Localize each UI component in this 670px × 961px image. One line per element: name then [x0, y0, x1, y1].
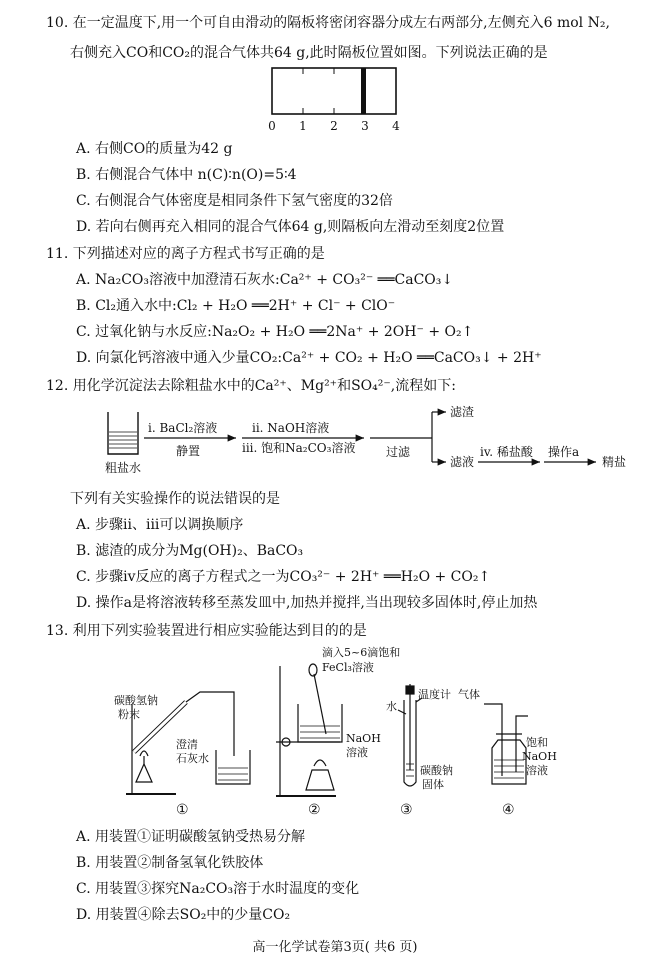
flow-step1-bottom: 静置 — [176, 444, 201, 458]
q11-stem: 11. 下列描述对应的离子方程式书写正确的是 — [46, 246, 325, 262]
flow-op-a: 操作a — [548, 445, 580, 459]
flow-step2-top: ii. NaOH溶液 — [252, 421, 330, 435]
a3-label: 碳酸钠 — [420, 764, 453, 777]
q10-option-b: B. 右侧混合气体中 n(C)∶n(O)=5∶4 — [76, 167, 297, 183]
a2-label: 溶液 — [346, 746, 368, 759]
tick-label: 4 — [392, 119, 400, 133]
q12-lead: 下列有关实验操作的说法错误的是 — [70, 491, 280, 507]
partition-divider — [361, 68, 366, 114]
q10-stem-line2: 右侧充入CO和CO₂的混合气体共64 g,此时隔板位置如图。下列说法正确的是 — [70, 45, 548, 61]
apparatus-number: ④ — [502, 802, 515, 818]
flow-step4: iv. 稀盐酸 — [480, 445, 533, 459]
q12-flowchart — [96, 402, 652, 480]
a2-label: FeCl₃溶液 — [322, 661, 374, 674]
beaker-icon — [108, 412, 138, 454]
q11-option-d: D. 向氯化钙溶液中通入少量CO₂:Ca²⁺ + CO₂ + H₂O ══CaCO₃↓ + 2H⁺ — [76, 350, 542, 366]
a2-label: 滴入5~6滴饱和 — [322, 646, 401, 659]
q10-option-d: D. 若向右侧再充入相同的混合气体64 g,则隔板向左滑动至刻度2位置 — [76, 219, 505, 235]
apparatus-number: ② — [308, 802, 321, 818]
apparatus-number: ③ — [400, 802, 413, 818]
a1-label: 碳酸氢钠 — [114, 694, 158, 707]
a3-label: 温度计 — [418, 688, 451, 701]
flow-filter: 过滤 — [386, 445, 411, 459]
tick-label: 2 — [330, 119, 338, 133]
q10-container-figure — [260, 64, 410, 136]
q11-option-a: A. Na₂CO₃溶液中加澄清石灰水:Ca²⁺ + CO₃²⁻ ══CaCO₃↓ — [76, 272, 454, 288]
page-footer: 高一化学试卷第3页( 共6 页) — [252, 940, 418, 955]
beaker-label: 粗盐水 — [104, 461, 142, 475]
a4-label: 饱和 — [526, 736, 548, 749]
q13-option-c: C. 用装置③探究Na₂CO₃溶于水时温度的变化 — [76, 881, 360, 897]
a4-label: 气体 — [458, 688, 480, 701]
a2-label: NaOH — [346, 732, 381, 745]
apparatus-number: ① — [176, 802, 189, 818]
flow-residue: 滤渣 — [450, 405, 475, 419]
q12-option-a: A. 步骤ii、iii可以调换顺序 — [76, 517, 244, 533]
tick-label: 1 — [299, 119, 307, 133]
q12-option-d: D. 操作a是将溶液转移至蒸发皿中,加热并搅拌,当出现较多固体时,停止加热 — [76, 595, 538, 611]
q10-stem-line1: 10. 在一定温度下,用一个可自由滑动的隔板将密闭容器分成左右两部分,左侧充入6 mol N₂, — [46, 15, 610, 31]
a4-label: 溶液 — [526, 764, 548, 777]
q13-option-b: B. 用装置②制备氢氧化铁胶体 — [76, 855, 264, 871]
q10-option-a: A. 右侧CO的质量为42 g — [76, 141, 233, 157]
q11-option-b: B. Cl₂通入水中:Cl₂ + H₂O ══2H⁺ + Cl⁻ + ClO⁻ — [76, 298, 396, 314]
q13-option-a: A. 用装置①证明碳酸氢钠受热易分解 — [76, 829, 306, 845]
q10-option-c: C. 右侧混合气体密度是相同条件下氢气密度的32倍 — [76, 193, 393, 209]
a3-label: 固体 — [422, 778, 444, 791]
apparatus-4 — [484, 704, 528, 784]
apparatus-2 — [276, 664, 342, 796]
tick-label: 0 — [268, 119, 276, 133]
container-box — [272, 68, 396, 114]
flow-product: 精盐 — [602, 455, 627, 469]
flow-step2-bottom: iii. 饱和Na₂CO₃溶液 — [242, 441, 356, 455]
q12-option-b: B. 滤渣的成分为Mg(OH)₂、BaCO₃ — [76, 543, 304, 559]
q13-option-d: D. 用装置④除去SO₂中的少量CO₂ — [76, 907, 291, 923]
a3-label: 水 — [386, 700, 397, 713]
flow-step1-top: i. BaCl₂溶液 — [148, 421, 218, 435]
a4-label: NaOH — [522, 750, 557, 763]
q13-apparatus-figure — [100, 644, 570, 820]
q13-stem: 13. 利用下列实验装置进行相应实验能达到目的的是 — [46, 623, 367, 639]
a1-label: 石灰水 — [176, 752, 209, 765]
a1-label: 澄清 — [176, 738, 198, 751]
tick-label: 3 — [361, 119, 369, 133]
q11-option-c: C. 过氧化钠与水反应:Na₂O₂ + H₂O ══2Na⁺ + 2OH⁻ + O₂↑ — [76, 324, 474, 340]
q12-stem: 12. 用化学沉淀法去除粗盐水中的Ca²⁺、Mg²⁺和SO₄²⁻,流程如下: — [46, 378, 456, 394]
a1-label: 粉末 — [118, 708, 140, 721]
flow-filtrate: 滤液 — [450, 455, 475, 469]
q12-option-c: C. 步骤iv反应的离子方程式之一为CO₃²⁻ + 2H⁺ ══H₂O + CO₂↑ — [76, 569, 491, 585]
